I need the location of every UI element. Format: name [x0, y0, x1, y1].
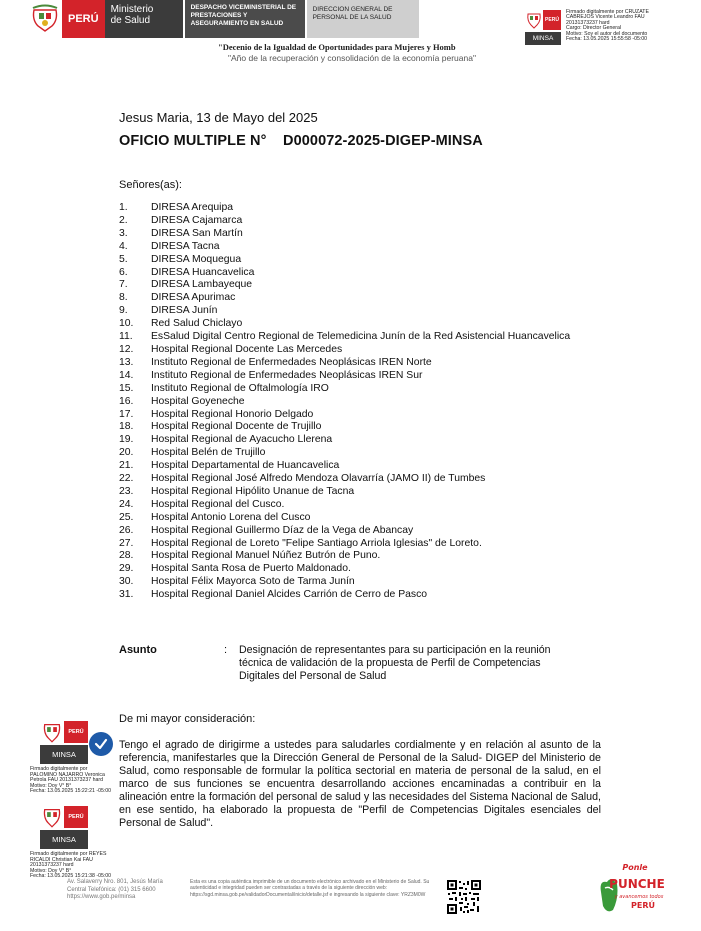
list-item [119, 396, 579, 409]
list-item-text: DIRESA Junín [151, 305, 218, 317]
list-item-number: 9. [119, 305, 128, 317]
list-item [119, 460, 579, 473]
list-item [119, 589, 579, 602]
list-item-text: DIRESA Lambayeque [151, 279, 253, 291]
list-item-text: Hospital Regional Docente de Trujillo [151, 421, 322, 433]
coat-of-arms-icon [525, 10, 543, 30]
list-item-number: 2. [119, 214, 128, 226]
list-item-text: Red Salud Chiclayo [151, 318, 243, 330]
peru-mini-label: PERÚ [64, 806, 88, 828]
motto-decenio: "Decenio de la Igualdad de Oportunidades para Mujeres y Homb [218, 42, 456, 52]
list-item-number: 30. [119, 576, 134, 588]
body-paragraph: Tengo el agrado de dirigirme a ustedes para saludarles cordialmente y en relación al asunto de la referencia, manifestarles que la Dirección General de Personal de la Salud- DIGEP del Ministerio de Salud, como responsable de formular la política sectorial en materia de personal de la salud, en el marco de sus funciones se encuentra desarrollando acciones encaminadas a contribuir en la alineación entre la formación del personal de salud y las necesidades del Sistema Nacional de Salud, en ese sentido, ha elaborado la propuesta de "Perfil de Competencias Digitales esenciales del Personal de Salud". [119, 739, 601, 829]
salutation: Señores(as): [119, 179, 182, 191]
punche-line-2: PUNCHE [609, 877, 665, 891]
list-item-text: Hospital Belén de Trujillo [151, 447, 266, 459]
coat-of-arms-icon [40, 721, 64, 743]
punche-line-3: y avancemos todos [614, 894, 664, 900]
ministerio-label: Ministerio de Salud [105, 0, 183, 38]
list-item-number: 1. [119, 202, 128, 213]
peru-mini-label: PERÚ [64, 721, 88, 743]
list-item [119, 434, 579, 447]
list-item-text: Hospital Regional de Ayacucho Llerena [151, 434, 333, 446]
list-item-number: 5. [119, 253, 128, 265]
list-item [119, 202, 579, 215]
list-item-text: Instituto Regional de Enfermedades Neoplásicas IREN Norte [151, 356, 432, 368]
list-item-number: 15. [119, 382, 134, 394]
list-item [119, 254, 579, 267]
oficio-number: OFICIO MULTIPLE N° D000072-2025-DIGEP-MINSA [119, 133, 483, 149]
list-item [119, 370, 579, 383]
despacho-label: DESPACHO VICEMINISTERIAL DE PRESTACIONES Y ASEGURAMIENTO EN SALUD [185, 0, 305, 38]
list-item [119, 550, 579, 563]
list-item [119, 215, 579, 228]
list-item-number: 18. [119, 421, 134, 433]
footer-authenticity-note: Esta es una copia auténtica imprimible de un documento electrónico archivado en el Ministerio de Salud. Su autenticidad e integridad pueden ser contrastadas a través de la siguiente dirección web: https://sgd.minsa.gob.pe/validadorDocumental/inicio/detalle.jsf e ingresando la siguiente clave: YRZ3M0W [190, 879, 430, 898]
list-item [119, 447, 579, 460]
list-item [119, 563, 579, 576]
list-item-text: Hospital Departamental de Huancavelica [151, 460, 340, 472]
list-item-text: Hospital Regional Hipólito Unanue de Tacna [151, 485, 355, 497]
list-item-text: Hospital Santa Rosa de Puerto Maldonado. [151, 563, 351, 575]
list-item-number: 3. [119, 227, 128, 239]
list-item-number: 24. [119, 498, 134, 510]
asunto-text: Designación de representantes para su participación en la reunión técnica de validación de la propuesta de Perfil de Competencias Digitales del Personal de Salud [239, 644, 551, 682]
list-item-text: EsSalud Digital Centro Regional de Telemedicina Junín de la Red Asistencial Huancavelica [151, 331, 571, 343]
list-item [119, 421, 579, 434]
punche-line-1: Ponle [622, 863, 648, 872]
list-item-number: 20. [119, 447, 134, 459]
signature-details: Firmado digitalmente por REYES RICALDI Christian Kai FAU 20131373237 hard Motivo: Doy V° B° Fecha: 13.05.2025 15:21:38 -05:00 [30, 851, 112, 880]
digital-signature-director [525, 10, 695, 45]
motto-anio: "Año de la recuperación y consolidación de la economía peruana" [228, 53, 476, 63]
verified-check-icon [89, 732, 113, 756]
list-item [119, 473, 579, 486]
date-line: Jesus Maria, 13 de Mayo del 2025 [119, 110, 318, 125]
list-item-number: 11. [119, 331, 133, 343]
list-item [119, 499, 579, 512]
list-item [119, 357, 579, 370]
digital-signature-reyes [30, 806, 130, 880]
list-item [119, 279, 579, 292]
coat-of-arms-icon [40, 806, 64, 828]
peru-coat-of-arms-icon [28, 2, 62, 36]
list-item-text: DIRESA Cajamarca [151, 214, 243, 226]
minsa-label: MINSA [525, 32, 561, 45]
list-item [119, 305, 579, 318]
minsa-signature-logo [40, 806, 88, 849]
digital-signature-palomino [30, 721, 130, 795]
signature-details: Firmado digitalmente por CRUZATE CABREJOS Vicente Leandro FAU 20131373237 hard Cargo: Director General Motivo: Soy el autor del documento Fecha: 13.05.2025 15:55:58 -05:00 [566, 9, 649, 43]
footer-address: Av. Salaverry Nro. 801, Jesús María Central Telefónica: (01) 315 6600 https://www.gob.pe/minsa [67, 879, 163, 900]
minsa-signature-logo [525, 10, 561, 45]
list-item [119, 241, 579, 254]
list-item-text: Instituto Regional de Enfermedades Neoplásicas IREN Sur [151, 369, 423, 381]
minsa-label: MINSA [40, 830, 88, 849]
list-item-number: 19. [119, 434, 134, 446]
list-item-text: Hospital Regional del Cusco. [151, 498, 285, 510]
recipient-list [119, 202, 579, 602]
list-item-number: 14. [119, 369, 134, 381]
list-item-number: 4. [119, 240, 128, 252]
list-item-text: Hospital Regional Guillermo Díaz de la Vega de Abancay [151, 524, 414, 536]
qr-code-icon [446, 879, 482, 915]
list-item-text: DIRESA Tacna [151, 240, 220, 252]
list-item-text: DIRESA Apurimac [151, 292, 236, 304]
list-item-number: 16. [119, 395, 134, 407]
list-item-number: 31. [119, 589, 134, 601]
list-item-number: 26. [119, 524, 134, 536]
greeting: De mi mayor consideración: [119, 713, 256, 725]
minsa-label: MINSA [40, 745, 88, 764]
asunto-label: Asunto [119, 644, 157, 656]
list-item [119, 318, 579, 331]
list-item [119, 292, 579, 305]
list-item-number: 22. [119, 473, 134, 485]
asunto-colon: : [224, 644, 228, 656]
list-item-text: DIRESA Arequipa [151, 202, 234, 213]
list-item [119, 331, 579, 344]
list-item [119, 228, 579, 241]
list-item-text: DIRESA San Martín [151, 227, 243, 239]
punche-line-4: PERÚ [631, 901, 655, 910]
list-item-text: Hospital Goyeneche [151, 395, 245, 407]
list-item-text: Hospital Antonio Lorena del Cusco [151, 511, 311, 523]
list-item [119, 576, 579, 589]
list-item-number: 13. [119, 356, 134, 368]
list-item [119, 512, 579, 525]
peru-label: PERÚ [62, 0, 105, 38]
list-item-number: 6. [119, 266, 128, 278]
list-item [119, 267, 579, 280]
list-item-text: Hospital Regional José Alfredo Mendoza Olavarría (JAMO II) de Tumbes [151, 473, 486, 485]
signature-details: Firmado digitalmente por PALOMINO NAJARRO Veronica Petrola FAU 20131373237 hard Motivo: Doy V° B° Fecha: 13.05.2025 15:22:21 -05:00 [30, 766, 112, 795]
list-item-text: Hospital Regional de Loreto "Felipe Santiago Arriola Iglesias" de Loreto. [151, 537, 482, 549]
list-item-number: 25. [119, 511, 134, 523]
list-item-number: 12. [119, 343, 134, 355]
list-item-number: 23. [119, 485, 134, 497]
ponle-punche-peru-logo [595, 858, 665, 920]
list-item-number: 28. [119, 550, 134, 562]
list-item [119, 486, 579, 499]
list-item [119, 525, 579, 538]
list-item [119, 383, 579, 396]
list-item-text: Hospital Regional Manuel Núñez Butrón de Puno. [151, 550, 381, 562]
list-item-number: 27. [119, 537, 134, 549]
list-item-number: 21. [119, 460, 134, 472]
list-item-text: Hospital Regional Daniel Alcides Carrión de Cerro de Pasco [151, 589, 428, 601]
list-item-number: 7. [119, 279, 128, 291]
list-item [119, 409, 579, 422]
header-bar [28, 0, 419, 38]
list-item [119, 538, 579, 551]
peru-mini-label: PERÚ [543, 10, 561, 30]
list-item-number: 10. [119, 318, 134, 330]
minsa-signature-logo [40, 721, 88, 764]
list-item [119, 344, 579, 357]
list-item-text: Hospital Regional Honorio Delgado [151, 408, 314, 420]
direccion-label: DIRECCION GENERAL DE PERSONAL DE LA SALUD [307, 0, 419, 38]
list-item-text: Instituto Regional de Oftalmología IRO [151, 382, 329, 394]
list-item-number: 29. [119, 563, 134, 575]
list-item-number: 8. [119, 292, 128, 304]
list-item-text: DIRESA Huancavelica [151, 266, 255, 278]
list-item-number: 17. [119, 408, 134, 420]
list-item-text: Hospital Félix Mayorca Soto de Tarma Junín [151, 576, 355, 588]
list-item-text: Hospital Regional Docente Las Mercedes [151, 343, 343, 355]
list-item-text: DIRESA Moquegua [151, 253, 242, 265]
